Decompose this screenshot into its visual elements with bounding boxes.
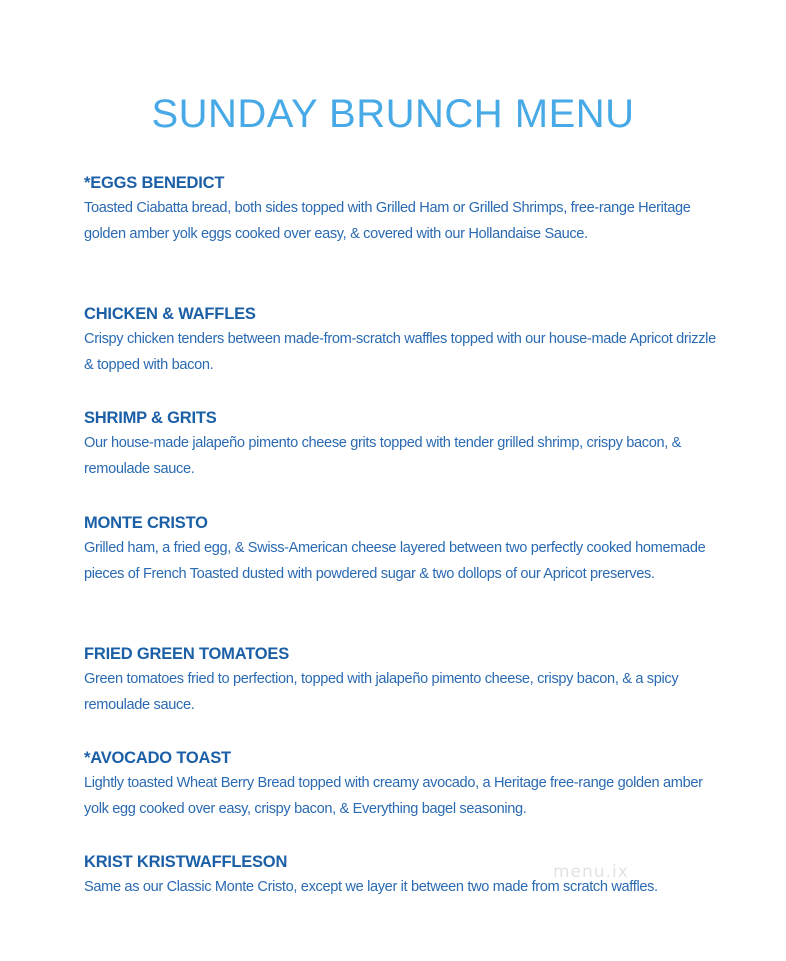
- menu-item-name: KRIST KRISTWAFFLESON: [84, 853, 288, 871]
- menu-item-description: Grilled ham, a fried egg, & Swiss-American cheese layered between two perfectly cooked homemade pieces of French Toasted dusted with powdered sugar & two dollops of our Apricot preserves.: [84, 540, 706, 582]
- menu-item-name: MONTE CRISTO: [84, 514, 208, 532]
- menu-item-name: *AVOCADO TOAST: [84, 749, 231, 767]
- menu-item-description: Crispy chicken tenders between made-from-scratch waffles topped with our house-made Apricot drizzle & topped with bacon.: [84, 331, 716, 373]
- menu-item-shrimp-grits: [84, 407, 724, 482]
- menu-item-description: Same as our Classic Monte Cristo, except we layer it between two made from scratch waffles.: [84, 879, 658, 895]
- menu-item-monte-cristo: [84, 512, 724, 587]
- menu-item-eggs-benedict: [84, 172, 724, 247]
- menu-item-description: Lightly toasted Wheat Berry Bread topped with creamy avocado, a Heritage free-range golden amber yolk egg cooked over easy, crispy bacon, & Everything bagel seasoning.: [84, 775, 703, 817]
- menu-item-name: FRIED GREEN TOMATOES: [84, 645, 290, 663]
- menu-item-fried-green-tomatoes: [84, 643, 724, 718]
- menu-item-description: Toasted Ciabatta bread, both sides topped with Grilled Ham or Grilled Shrimps, free-range Heritage golden amber yolk eggs cooked over easy, & covered with our Hollandaise Sauce.: [84, 200, 691, 242]
- menu-item-avocado-toast: [84, 747, 724, 822]
- menu-title: SUNDAY BRUNCH MENU: [151, 92, 635, 136]
- watermark: menu.ix: [553, 862, 629, 882]
- menu-item-description: Our house-made jalapeño pimento cheese grits topped with tender grilled shrimp, crispy bacon, & remoulade sauce.: [84, 435, 682, 477]
- menu-item-name: SHRIMP & GRITS: [84, 409, 217, 427]
- menu-item-name: CHICKEN & WAFFLES: [84, 305, 256, 323]
- menu-item-name: *EGGS BENEDICT: [84, 174, 225, 192]
- menu-item-description: Green tomatoes fried to perfection, topped with jalapeño pimento cheese, crispy bacon, & a spicy remoulade sauce.: [84, 671, 679, 713]
- menu-item-chicken-waffles: [84, 303, 724, 378]
